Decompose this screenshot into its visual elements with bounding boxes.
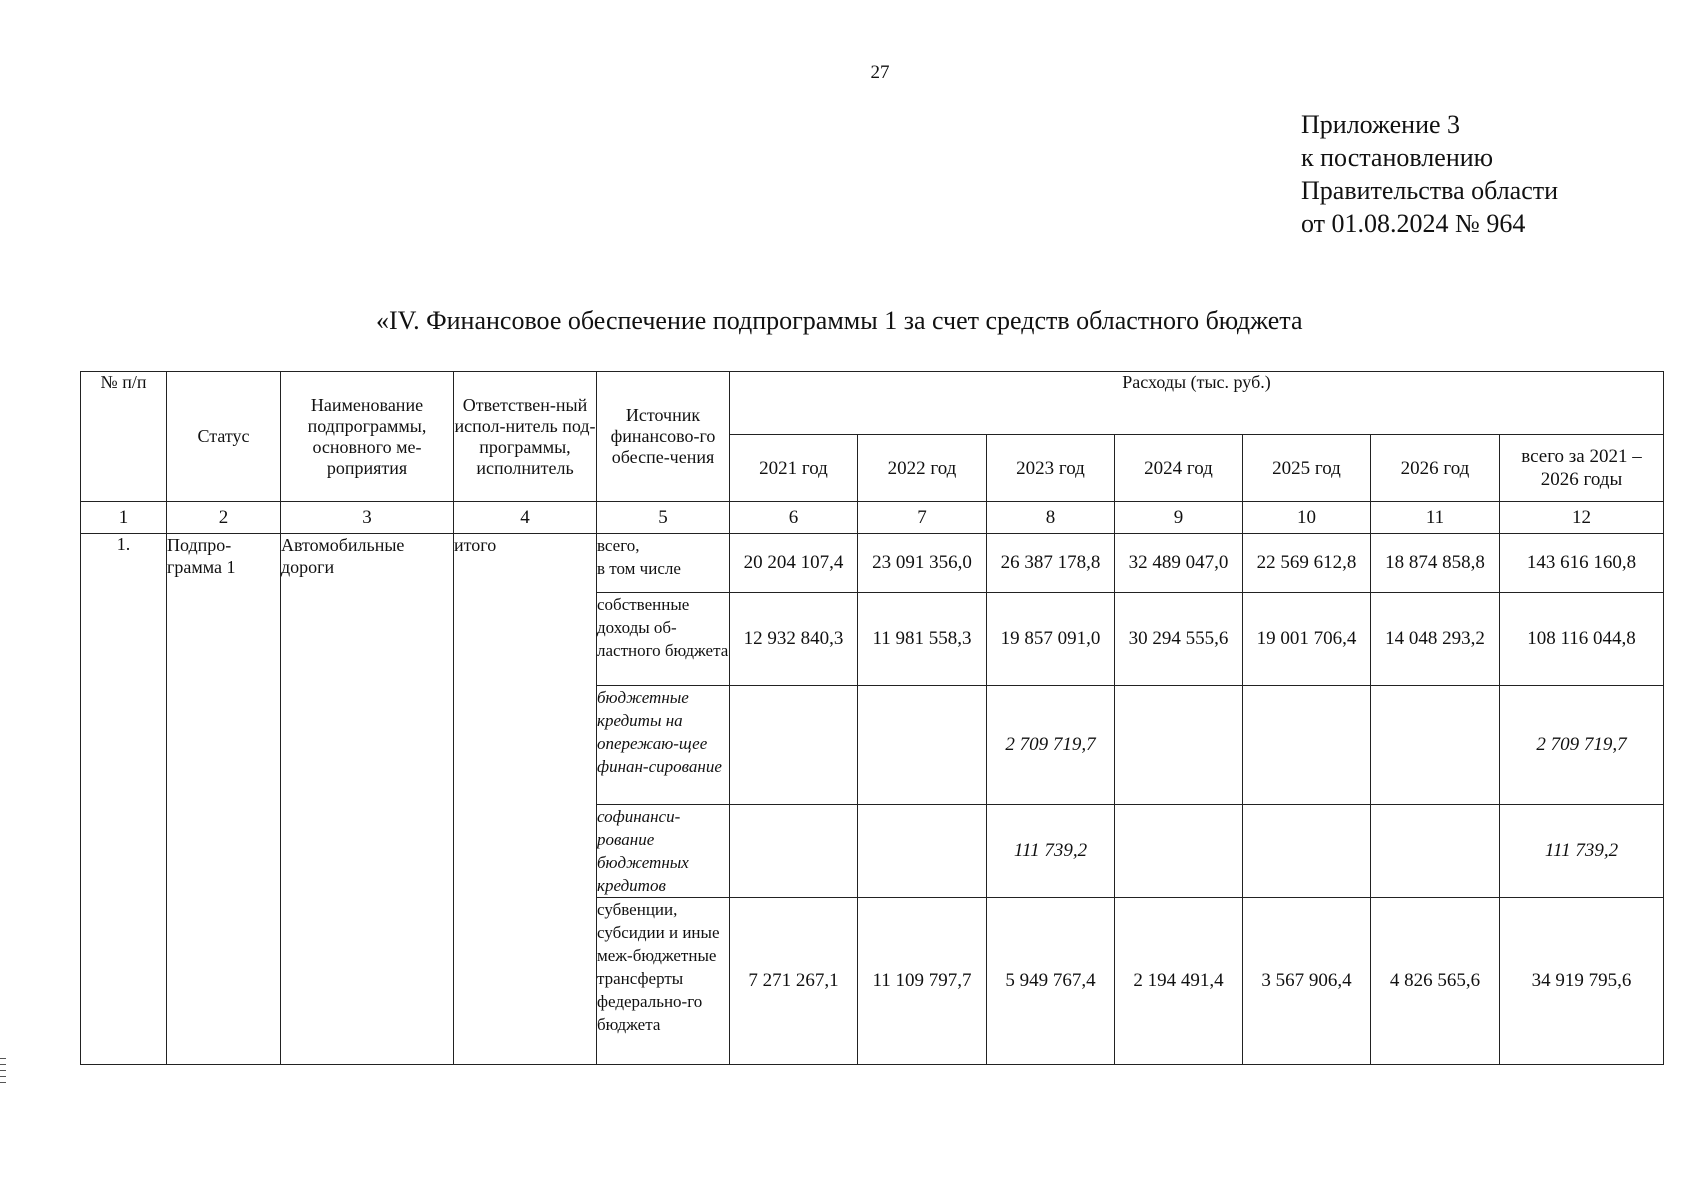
value-cell: 12 932 840,3 (730, 593, 858, 686)
column-number: 3 (281, 502, 454, 534)
value-cell-total: 143 616 160,8 (1500, 534, 1664, 593)
row-name: Автомобильные дороги (281, 534, 454, 1065)
value-cell: 3 567 906,4 (1243, 898, 1371, 1065)
value-cell (730, 805, 858, 898)
value-cell: 5 949 767,4 (987, 898, 1115, 1065)
value-cell: 111 739,2 (987, 805, 1115, 898)
row-executor: итого (454, 534, 597, 1065)
value-cell (1371, 686, 1500, 805)
value-cell: 19 857 091,0 (987, 593, 1115, 686)
value-cell: 23 091 356,0 (858, 534, 987, 593)
value-cell (1115, 805, 1243, 898)
column-number: 5 (597, 502, 730, 534)
value-cell: 18 874 858,8 (1371, 534, 1500, 593)
value-cell: 26 387 178,8 (987, 534, 1115, 593)
header-year: 2022 год (858, 435, 987, 502)
header-executor: Ответствен-ный испол-нитель под-программы, исполнитель (454, 372, 597, 502)
value-cell-total: 111 739,2 (1500, 805, 1664, 898)
column-number: 9 (1115, 502, 1243, 534)
value-cell-total: 2 709 719,7 (1500, 686, 1664, 805)
value-cell: 2 709 719,7 (987, 686, 1115, 805)
value-cell: 22 569 612,8 (1243, 534, 1371, 593)
column-number: 7 (858, 502, 987, 534)
appendix-line-1: Приложение 3 (1301, 110, 1461, 139)
header-year: 2021 год (730, 435, 858, 502)
column-number: 8 (987, 502, 1115, 534)
row-status: Подпро-грамма 1 (167, 534, 281, 1065)
header-source: Источник финансово-го обеспе-чения (597, 372, 730, 502)
value-cell (858, 805, 987, 898)
header-expenses: Расходы (тыс. руб.) (730, 372, 1664, 435)
value-cell: 4 826 565,6 (1371, 898, 1500, 1065)
value-cell-total: 34 919 795,6 (1500, 898, 1664, 1065)
value-cell: 20 204 107,4 (730, 534, 858, 593)
value-cell: 2 194 491,4 (1115, 898, 1243, 1065)
table-row (81, 534, 1664, 593)
value-cell (858, 686, 987, 805)
source-label: собственные доходы об-ластного бюджета (597, 593, 730, 686)
value-cell (1243, 805, 1371, 898)
appendix-line-4: от 01.08.2024 № 964 (1301, 209, 1526, 238)
value-cell: 14 048 293,2 (1371, 593, 1500, 686)
scan-margin-marks (0, 1058, 6, 1088)
row-number: 1. (81, 534, 167, 1065)
value-cell (730, 686, 858, 805)
value-cell (1115, 686, 1243, 805)
source-label: софинанси-рование бюджетных кредитов (597, 805, 730, 898)
value-cell: 7 271 267,1 (730, 898, 858, 1065)
header-no: № п/п (81, 372, 167, 502)
source-label: бюджетные кредиты на опережаю-щее финан-сирование (597, 686, 730, 805)
appendix-block (1301, 108, 1558, 240)
value-cell (1371, 805, 1500, 898)
value-cell: 19 001 706,4 (1243, 593, 1371, 686)
document-title: «IV. Финансовое обеспечение подпрограммы 1 за счет средств областного бюджета (376, 306, 1303, 335)
value-cell (1243, 686, 1371, 805)
page-number: 27 (870, 62, 890, 83)
value-cell: 11 981 558,3 (858, 593, 987, 686)
header-row-top (81, 372, 1664, 435)
header-year: 2024 год (1115, 435, 1243, 502)
column-number: 4 (454, 502, 597, 534)
value-cell: 11 109 797,7 (858, 898, 987, 1065)
financing-table (80, 371, 1664, 1065)
column-number: 1 (81, 502, 167, 534)
column-number: 10 (1243, 502, 1371, 534)
value-cell: 32 489 047,0 (1115, 534, 1243, 593)
appendix-line-3: Правительства области (1301, 176, 1559, 205)
source-label: всего, в том числе (597, 534, 730, 593)
column-number: 6 (730, 502, 858, 534)
header-status: Статус (167, 372, 281, 502)
header-year: 2025 год (1243, 435, 1371, 502)
source-label: субвенции, субсидии и иные меж-бюджетные трансферты федерально-го бюджета (597, 898, 730, 1065)
header-year: 2026 год (1371, 435, 1500, 502)
column-number-row (81, 502, 1664, 534)
header-name: Наименование подпрограммы, основного ме-роприятия (281, 372, 454, 502)
value-cell-total: 108 116 044,8 (1500, 593, 1664, 686)
header-year: 2023 год (987, 435, 1115, 502)
column-number: 2 (167, 502, 281, 534)
appendix-line-2: к постановлению (1301, 143, 1494, 172)
column-number: 12 (1500, 502, 1664, 534)
value-cell: 30 294 555,6 (1115, 593, 1243, 686)
header-year-total: всего за 2021 – 2026 годы (1500, 435, 1664, 502)
column-number: 11 (1371, 502, 1500, 534)
